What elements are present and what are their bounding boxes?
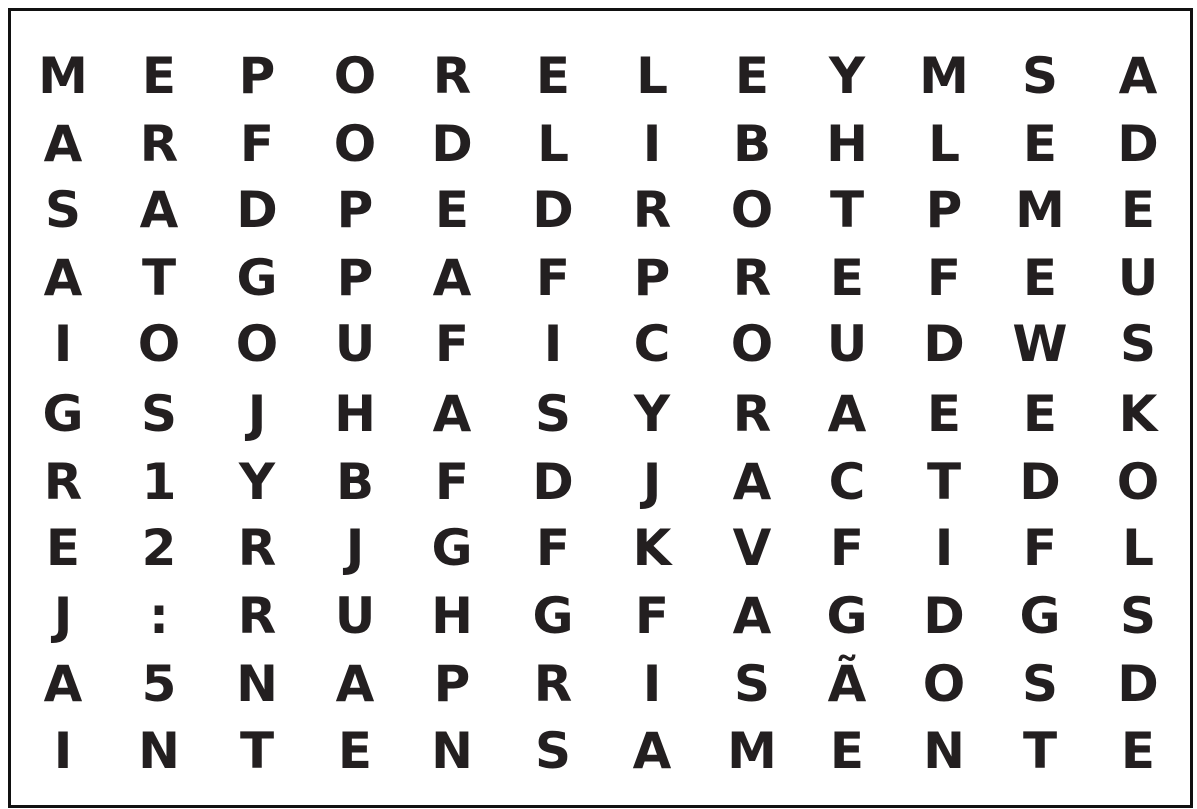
grid-letter[interactable]: A — [43, 655, 83, 713]
grid-letter[interactable]: P — [336, 249, 374, 307]
grid-letter[interactable]: Y — [828, 47, 866, 105]
grid-letter[interactable]: K — [632, 519, 672, 577]
grid-letter[interactable]: O — [137, 315, 181, 373]
grid-letter[interactable]: I — [53, 315, 73, 373]
grid-letter[interactable]: R — [533, 655, 573, 713]
grid-letter[interactable]: V — [732, 519, 772, 577]
grid-letter[interactable]: 5 — [141, 655, 177, 713]
grid-letter[interactable]: O — [333, 47, 377, 105]
grid-letter[interactable]: D — [1019, 453, 1061, 511]
grid-letter[interactable]: O — [235, 315, 279, 373]
grid-letter[interactable]: J — [345, 519, 365, 577]
grid-letter[interactable]: R — [632, 181, 672, 239]
grid-letter[interactable]: E — [1120, 181, 1156, 239]
grid-letter[interactable]: N — [923, 722, 965, 780]
grid-letter[interactable]: O — [730, 181, 774, 239]
grid-letter[interactable]: N — [138, 722, 180, 780]
grid-letter[interactable]: H — [431, 587, 473, 645]
grid-letter[interactable]: U — [334, 315, 376, 373]
grid-letter[interactable]: Y — [238, 453, 276, 511]
grid-letter[interactable]: R — [237, 587, 277, 645]
grid-letter[interactable]: S — [534, 385, 571, 443]
grid-letter[interactable]: D — [236, 181, 278, 239]
grid-letter[interactable]: T — [829, 181, 865, 239]
grid-letter[interactable]: E — [45, 519, 81, 577]
grid-letter[interactable]: R — [139, 115, 179, 173]
grid-letter[interactable]: E — [337, 722, 373, 780]
grid-letter[interactable]: G — [826, 587, 868, 645]
grid-letter[interactable]: T — [141, 249, 177, 307]
grid-letter[interactable]: F — [239, 115, 275, 173]
grid-letter[interactable]: 1 — [141, 453, 177, 511]
grid-letter[interactable]: R — [732, 385, 772, 443]
grid-letter[interactable]: F — [535, 249, 571, 307]
grid-letter[interactable]: A — [139, 181, 179, 239]
grid-letter[interactable]: E — [1022, 115, 1058, 173]
grid-letter[interactable]: A — [432, 385, 472, 443]
grid-letter[interactable]: D — [1117, 655, 1159, 713]
grid-letter[interactable]: 2 — [141, 519, 177, 577]
grid-letter[interactable]: E — [434, 181, 470, 239]
grid-letter[interactable]: P — [925, 181, 963, 239]
grid-letter[interactable]: S — [44, 181, 81, 239]
grid-letter[interactable]: J — [247, 385, 267, 443]
grid-letter[interactable]: B — [732, 115, 772, 173]
grid-letter[interactable]: D — [532, 181, 574, 239]
grid-letter[interactable]: A — [43, 249, 83, 307]
grid-letter[interactable]: C — [633, 315, 671, 373]
grid-letter[interactable]: E — [141, 47, 177, 105]
grid-letter[interactable]: E — [1120, 722, 1156, 780]
grid-letter[interactable]: G — [42, 385, 84, 443]
grid-letter[interactable]: S — [1021, 655, 1058, 713]
grid-letter[interactable]: E — [829, 722, 865, 780]
grid-letter[interactable]: T — [239, 722, 275, 780]
grid-letter[interactable]: O — [333, 115, 377, 173]
grid-letter[interactable]: F — [434, 315, 470, 373]
grid-letter[interactable]: M — [919, 47, 969, 105]
grid-letter[interactable]: F — [634, 587, 670, 645]
grid-letter[interactable]: P — [336, 181, 374, 239]
grid-letter[interactable]: S — [733, 655, 770, 713]
grid-letter[interactable]: S — [534, 722, 571, 780]
grid-letter[interactable]: E — [829, 249, 865, 307]
grid-letter[interactable]: E — [1022, 385, 1058, 443]
grid-letter[interactable]: E — [926, 385, 962, 443]
grid-letter[interactable]: A — [43, 115, 83, 173]
grid-letter[interactable]: L — [537, 115, 569, 173]
grid-letter[interactable]: F — [1022, 519, 1058, 577]
grid-letter[interactable]: J — [53, 587, 73, 645]
grid-letter[interactable]: R — [432, 47, 472, 105]
grid-letter[interactable]: L — [1122, 519, 1154, 577]
grid-letter[interactable]: N — [236, 655, 278, 713]
grid-letter[interactable]: D — [1117, 115, 1159, 173]
grid-letter[interactable]: U — [1117, 249, 1159, 307]
grid-letter[interactable]: I — [543, 315, 563, 373]
grid-letter[interactable]: I — [53, 722, 73, 780]
grid-letter[interactable]: O — [1116, 453, 1160, 511]
grid-letter[interactable]: R — [732, 249, 772, 307]
grid-letter[interactable]: G — [431, 519, 473, 577]
grid-letter[interactable]: S — [1021, 47, 1058, 105]
grid-letter[interactable]: J — [642, 453, 662, 511]
grid-letter[interactable]: M — [727, 722, 777, 780]
letter-grid — [11, 11, 1196, 809]
grid-letter[interactable]: A — [1118, 47, 1158, 105]
grid-letter[interactable]: E — [535, 47, 571, 105]
grid-letter[interactable]: C — [828, 453, 866, 511]
grid-letter[interactable]: S — [1119, 587, 1156, 645]
grid-letter[interactable]: F — [926, 249, 962, 307]
grid-letter[interactable]: D — [532, 453, 574, 511]
grid-letter[interactable]: M — [1015, 181, 1065, 239]
grid-letter[interactable]: N — [431, 722, 473, 780]
grid-letter[interactable]: : — [149, 587, 169, 645]
grid-letter[interactable]: O — [730, 315, 774, 373]
grid-letter[interactable]: D — [431, 115, 473, 173]
grid-letter[interactable]: P — [238, 47, 276, 105]
grid-letter[interactable]: G — [1019, 587, 1061, 645]
grid-letter[interactable]: E — [734, 47, 770, 105]
grid-letter[interactable]: G — [236, 249, 278, 307]
puzzle-frame — [8, 8, 1193, 808]
grid-letter[interactable]: M — [38, 47, 88, 105]
grid-letter[interactable]: P — [633, 249, 671, 307]
grid-letter[interactable]: O — [922, 655, 966, 713]
grid-letter[interactable]: S — [140, 385, 177, 443]
grid-letter[interactable]: A — [732, 453, 772, 511]
grid-letter[interactable]: H — [334, 385, 376, 443]
grid-letter[interactable]: R — [43, 453, 83, 511]
grid-letter[interactable]: I — [934, 519, 954, 577]
grid-letter[interactable]: R — [237, 519, 277, 577]
grid-letter[interactable]: A — [335, 655, 375, 713]
grid-letter[interactable]: A — [732, 587, 772, 645]
grid-letter[interactable]: D — [923, 315, 965, 373]
grid-letter[interactable]: I — [642, 655, 662, 713]
grid-letter[interactable]: T — [926, 453, 962, 511]
grid-letter[interactable]: U — [334, 587, 376, 645]
grid-letter[interactable]: G — [532, 587, 574, 645]
grid-letter[interactable]: F — [535, 519, 571, 577]
grid-letter[interactable]: K — [1118, 385, 1158, 443]
grid-letter[interactable]: F — [434, 453, 470, 511]
grid-letter[interactable]: A — [632, 722, 672, 780]
grid-letter[interactable]: D — [923, 587, 965, 645]
grid-letter[interactable]: T — [1022, 722, 1058, 780]
grid-letter[interactable]: U — [826, 315, 868, 373]
grid-letter[interactable]: H — [826, 115, 868, 173]
grid-letter[interactable]: W — [1012, 315, 1068, 373]
grid-letter[interactable]: A — [432, 249, 472, 307]
grid-letter[interactable]: Y — [633, 385, 671, 443]
grid-letter[interactable]: E — [1022, 249, 1058, 307]
grid-letter[interactable]: F — [829, 519, 865, 577]
grid-letter[interactable]: A — [827, 385, 867, 443]
grid-letter[interactable]: L — [928, 115, 960, 173]
grid-letter[interactable]: L — [636, 47, 668, 105]
grid-letter[interactable]: S — [1119, 315, 1156, 373]
grid-letter[interactable]: P — [433, 655, 471, 713]
grid-letter[interactable]: I — [642, 115, 662, 173]
grid-letter[interactable]: B — [335, 453, 375, 511]
grid-letter[interactable]: Ã — [827, 655, 867, 713]
